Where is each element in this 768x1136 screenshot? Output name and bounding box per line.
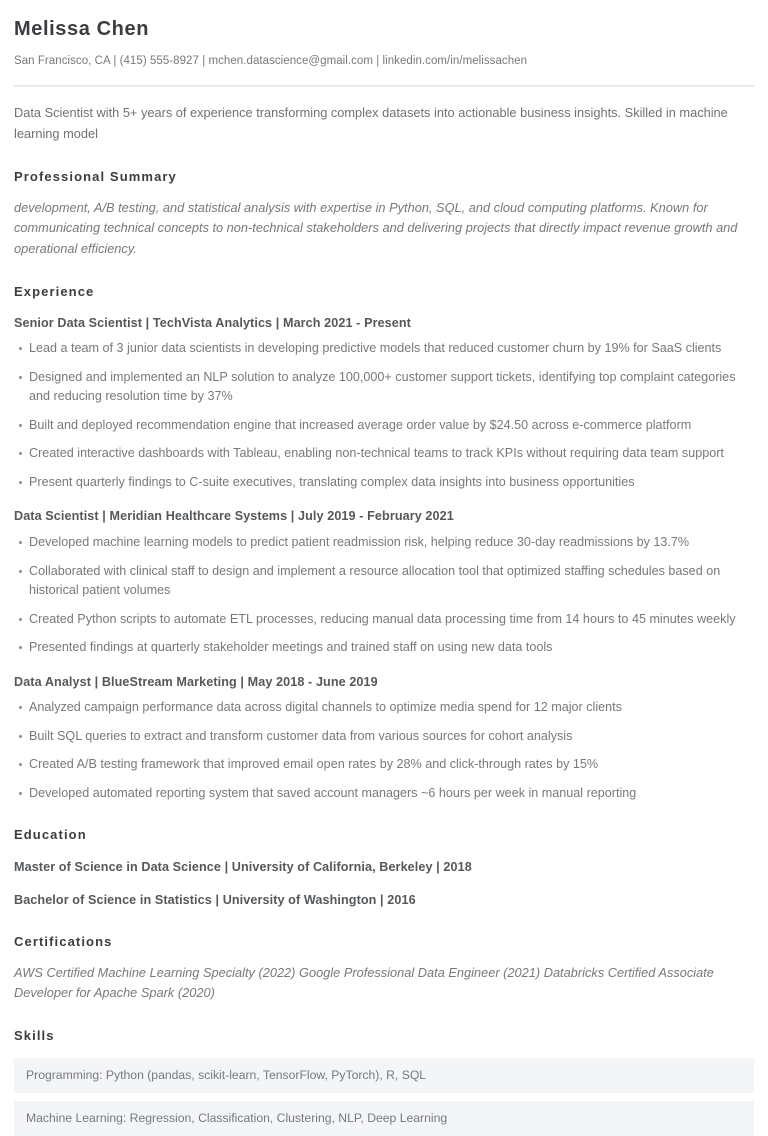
- experience-bullet: Designed and implemented an NLP solution to analyze 100,000+ customer support tickets, identifying top complaint categories and reducing resolution time by 37%: [14, 368, 739, 407]
- skill-row: Machine Learning: Regression, Classification, Clustering, NLP, Deep Learning: [14, 1101, 754, 1136]
- education-entry: Bachelor of Science in Statistics | University of Washington | 2016: [14, 892, 416, 907]
- page-title: Melissa Chen: [14, 18, 150, 40]
- experience-entry-title: Senior Data Scientist | TechVista Analytics | March 2021 - Present: [14, 315, 411, 330]
- experience-entry: [14, 674, 754, 804]
- experience-entry: [14, 508, 754, 657]
- experience-entry-title: Data Analyst | BlueStream Marketing | May 2018 - June 2019: [14, 674, 378, 689]
- experience-bullet: Developed machine learning models to predict patient readmission risk, helping reduce 30-day readmissions by 13.7%: [14, 533, 739, 553]
- skill-row: Programming: Python (pandas, scikit-learn, TensorFlow, PyTorch), R, SQL: [14, 1058, 754, 1093]
- experience-bullet-list: [14, 533, 754, 658]
- skills-list: [14, 1058, 754, 1136]
- experience-bullet: Created Python scripts to automate ETL processes, reducing manual data processing time from 14 hours to 45 minutes weekly: [14, 610, 739, 630]
- experience-bullet: Analyzed campaign performance data across digital channels to optimize media spend for 12 major clients: [14, 698, 739, 718]
- certifications-text: AWS Certified Machine Learning Specialty (2022) Google Professional Data Engineer (2021) Databricks Certified Associate Developer for Apache Spark (2020): [14, 964, 714, 1001]
- intro-paragraph: Data Scientist with 5+ years of experience transforming complex datasets into actionable business insights. Skilled in machine learning model: [14, 105, 728, 141]
- experience-list: [14, 315, 754, 804]
- experience-bullet-list: [14, 339, 754, 492]
- experience-bullet: Built SQL queries to extract and transform customer data from various sources for cohort analysis: [14, 727, 739, 747]
- education-entry: Master of Science in Data Science | University of California, Berkeley | 2018: [14, 860, 472, 875]
- section-heading-professional-summary: Professional Summary: [14, 168, 177, 184]
- experience-bullet: Built and deployed recommendation engine that increased average order value by $24.50 across e-commerce platform: [14, 416, 739, 436]
- experience-bullet: Presented findings at quarterly stakeholder meetings and trained staff on using new data tools: [14, 638, 739, 658]
- header-divider: [14, 85, 754, 87]
- experience-bullet: Created A/B testing framework that improved email open rates by 28% and click-through rates by 15%: [14, 755, 739, 775]
- section-heading-education: Education: [14, 827, 87, 843]
- section-heading-skills: Skills: [14, 1027, 55, 1043]
- section-heading-certifications: Certifications: [14, 933, 113, 949]
- experience-bullet-list: [14, 698, 754, 803]
- education-list: [14, 859, 754, 909]
- experience-entry-title: Data Scientist | Meridian Healthcare Systems | July 2019 - February 2021: [14, 509, 454, 524]
- experience-bullet: Created interactive dashboards with Tableau, enabling non-technical teams to track KPIs without requiring data team support: [14, 444, 739, 464]
- section-heading-experience: Experience: [14, 283, 95, 299]
- experience-entry: [14, 315, 754, 493]
- experience-bullet: Present quarterly findings to C-suite executives, translating complex data insights into business opportunities: [14, 473, 739, 493]
- experience-bullet: Lead a team of 3 junior data scientists in developing predictive models that reduced customer churn by 19% for SaaS clients: [14, 339, 739, 359]
- experience-bullet: Developed automated reporting system that saved account managers ~6 hours per week in manual reporting: [14, 784, 739, 804]
- professional-summary-text: development, A/B testing, and statistical analysis with expertise in Python, SQL, and cloud computing platforms. Known for communicating technical concepts to non-technical stakeholders and delivering projects that directly impact revenue growth and operational efficiency.: [14, 199, 738, 256]
- contact-line: San Francisco, CA | (415) 555-8927 | mchen.datascience@gmail.com | linkedin.com/in/melissachen: [14, 55, 528, 67]
- experience-bullet: Collaborated with clinical staff to design and implement a resource allocation tool that optimized staffing schedules based on historical patient volumes: [14, 562, 739, 601]
